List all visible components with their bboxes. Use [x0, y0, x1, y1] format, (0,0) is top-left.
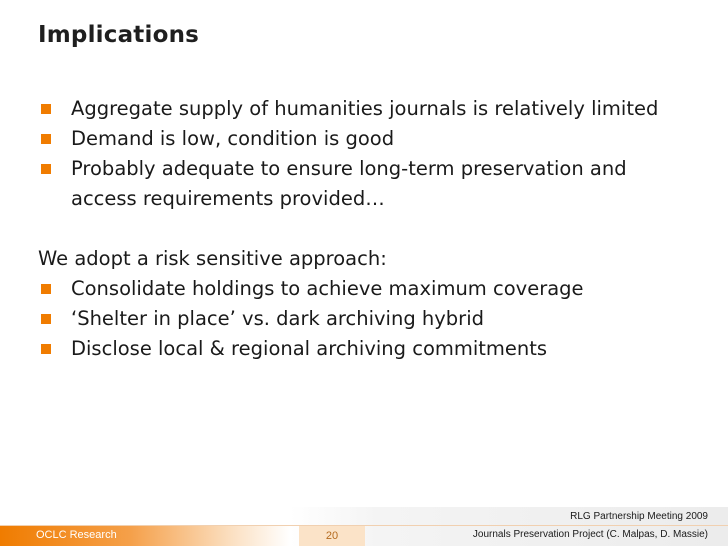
footer-organization: OCLC Research — [36, 529, 117, 541]
footer-project: Journals Preservation Project (C. Malpas, D. Massie) — [472, 529, 708, 540]
square-bullet-icon — [41, 104, 51, 114]
implications-list — [38, 94, 678, 214]
spacer — [38, 214, 678, 244]
list-item — [38, 94, 678, 124]
list-item — [38, 124, 678, 154]
square-bullet-icon — [41, 284, 51, 294]
page-number-box — [299, 526, 365, 546]
bullet-text: Disclose local & regional archiving commitments — [71, 337, 548, 360]
list-item — [38, 304, 678, 334]
list-item — [38, 154, 678, 214]
slide-content — [38, 94, 678, 364]
bullet-text: ‘Shelter in place’ vs. dark archiving hybrid — [71, 307, 484, 330]
bullet-text: Probably adequate to ensure long-term preservation and access requirements provided… — [71, 157, 627, 210]
footer-meeting: RLG Partnership Meeting 2009 — [570, 511, 708, 522]
slide-title: Implications — [38, 22, 200, 48]
square-bullet-icon — [41, 344, 51, 354]
page-number: 20 — [325, 530, 339, 542]
approach-list — [38, 274, 678, 364]
square-bullet-icon — [41, 164, 51, 174]
bullet-text: Aggregate supply of humanities journals is relatively limited — [71, 97, 659, 120]
square-bullet-icon — [41, 134, 51, 144]
square-bullet-icon — [41, 314, 51, 324]
list-item — [38, 274, 678, 304]
bullet-text: Consolidate holdings to achieve maximum coverage — [71, 277, 584, 300]
approach-intro: We adopt a risk sensitive approach: — [38, 247, 387, 270]
bullet-text: Demand is low, condition is good — [71, 127, 395, 150]
list-item — [38, 334, 678, 364]
